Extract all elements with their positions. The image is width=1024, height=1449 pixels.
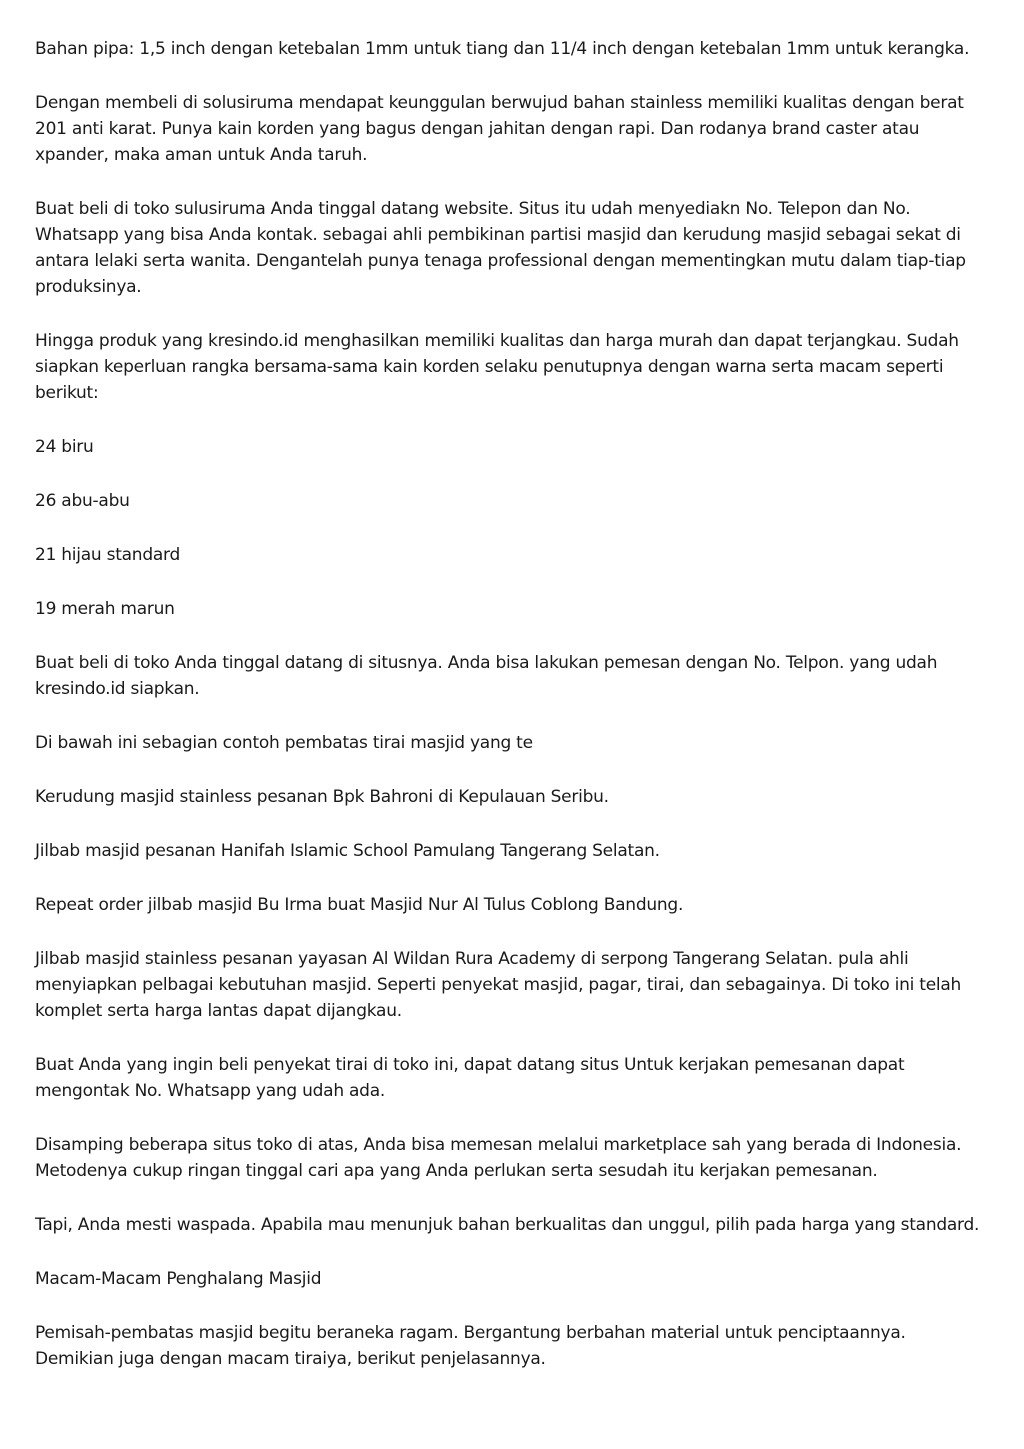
- paragraph-example-bahroni: Kerudung masjid stainless pesanan Bpk Bahroni di Kepulauan Seribu.: [35, 787, 609, 807]
- paragraph-example-al-wildan: Jilbab masjid stainless pesanan yayasan Al Wildan Rura Academy di serpong Tangerang Selatan. pula ahli menyiapkan pelbagai kebutuhan masjid. Seperti penyekat masjid, pagar, tirai, dan sebagainya. Di toko ini telah komplet serta harga lantas dapat dijangkau.: [35, 949, 962, 1021]
- color-option-green: 21 hijau standard: [35, 545, 181, 565]
- color-option-blue: 24 biru: [35, 437, 94, 457]
- paragraph-marketplace: Disamping beberapa situs toko di atas, Anda bisa memesan melalui marketplace sah yang berada di Indonesia. Metodenya cukup ringan tinggal cari apa yang Anda perlukan serta sesudah itu kerjakan pemesanan.: [35, 1135, 962, 1181]
- paragraph-ordering: Buat beli di toko Anda tinggal datang di situsnya. Anda bisa lakukan pemesan dengan No. Telpon. yang udah kresindo.id siapkan.: [35, 653, 938, 699]
- paragraph-advantages: Dengan membeli di solusiruma mendapat keunggulan berwujud bahan stainless memiliki kualitas dengan berat 201 anti karat. Punya kain korden yang bagus dengan jahitan dengan rapi. Dan rodanya brand caster atau xpander, maka aman untuk Anda taruh.: [35, 93, 964, 165]
- paragraph-caution: Tapi, Anda mesti waspada. Apabila mau menunjuk bahan berkualitas dan unggul, pilih pada harga yang standard.: [35, 1215, 980, 1235]
- section-heading-types: Macam-Macam Penghalang Masjid: [35, 1269, 322, 1289]
- paragraph-how-to-buy: Buat beli di toko sulusiruma Anda tinggal datang website. Situs itu udah menyediakn No. Telepon dan No. Whatsapp yang bisa Anda kontak. sebagai ahli pembikinan partisi masjid dan kerudung masjid sebagai sekat di antara lelaki serta wanita. Dengantelah punya tenaga professional dengan mementingkan mutu dalam tiap-tiap produksinya.: [35, 199, 966, 297]
- paragraph-example-hanifah: Jilbab masjid pesanan Hanifah Islamic School Pamulang Tangerang Selatan.: [35, 841, 660, 861]
- color-option-maroon: 19 merah marun: [35, 599, 175, 619]
- paragraph-examples-intro: Di bawah ini sebagian contoh pembatas tirai masjid yang te: [35, 733, 533, 753]
- paragraph-whatsapp: Buat Anda yang ingin beli penyekat tirai di toko ini, dapat datang situs Untuk kerjakan pemesanan dapat mengontak No. Whatsapp yang udah ada.: [35, 1055, 905, 1101]
- paragraph-example-irma: Repeat order jilbab masjid Bu Irma buat Masjid Nur Al Tulus Coblong Bandung.: [35, 895, 684, 915]
- paragraph-pipe-material: Bahan pipa: 1,5 inch dengan ketebalan 1mm untuk tiang dan 11/4 inch dengan ketebalan 1mm untuk kerangka.: [35, 39, 970, 59]
- paragraph-types-intro: Pemisah-pembatas masjid begitu beraneka ragam. Bergantung berbahan material untuk penciptaannya. Demikian juga dengan macam tiraiya, berikut penjelasannya.: [35, 1323, 906, 1369]
- paragraph-product-quality: Hingga produk yang kresindo.id menghasilkan memiliki kualitas dan harga murah dan dapat terjangkau. Sudah siapkan keperluan rangka bersama-sama kain korden selaku penutupnya dengan warna serta macam seperti berikut:: [35, 331, 959, 403]
- color-option-grey: 26 abu-abu: [35, 491, 130, 511]
